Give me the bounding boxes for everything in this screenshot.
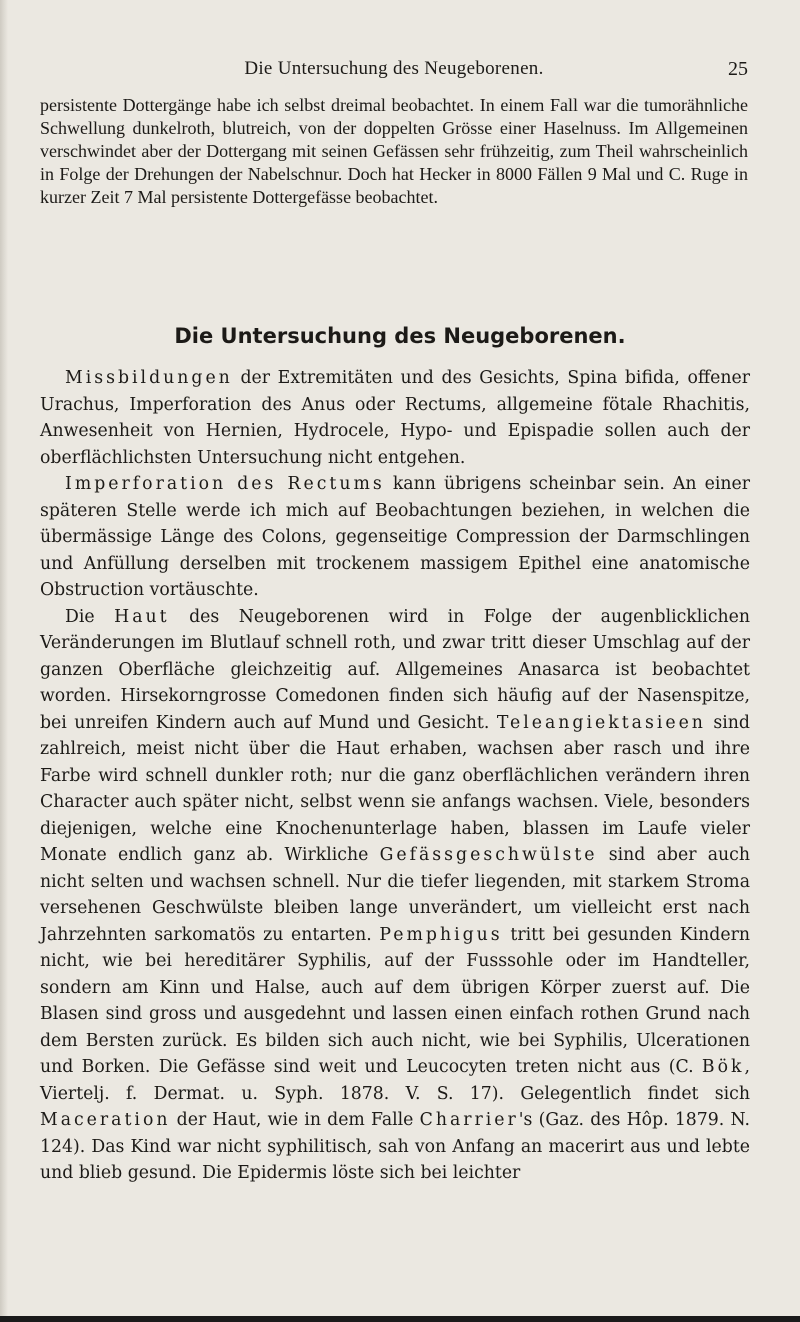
term-teleangiektasieen: Teleangiektasieen [496,712,706,733]
author-boek: Bök [701,1057,745,1077]
paragraph-text: der Haut, wie in dem Falle [170,1110,420,1130]
running-title: Die Untersuchung des Neugeborenen. [244,58,544,79]
bottom-edge [0,1316,800,1322]
paragraph-haut [40,604,750,1187]
paragraph-text: kann übrigens scheinbar sein. An einer späteren Stelle werde ich mich auf Beobachtungen beziehen, in welchen die übermässige Länge des Colons, gegenseitige Compression der Darmschlingen und Anfüllung derselben mit trockenem massigem Epithel eine anatomische Obstruction vortäuschte. [40,474,750,600]
paragraph-text: Die [65,606,115,627]
paragraph-text: tritt bei gesunden Kindern nicht, wie bei hereditärer Syphilis, auf der Fusssohle oder im Handteller, sondern am Kinn und Halse, auch auf dem übrigen Körper zuerst auf. Die Blasen sind gross und ausgedehnt und lassen einen einfach rothen Grund nach dem Bersten zurück. Es bilden sich auch nicht, wie bei Syphilis, Ulcerationen und Borken. Die Gefässe sind weit und Leucocyten treten nicht aus (C. [40,924,750,1077]
term-maceration: Maceration [40,1110,171,1130]
paragraph-text: sind aber auch nicht selten und wachsen schnell. Nur die tiefer liegenden, mit starkem Stroma versehenen Geschwülste bleiben lange unverändert, um vielleicht erst nach Jahrzehnten sarkomatös zu entarten. [40,845,750,945]
paragraph-imperforation [40,471,750,604]
preface-paragraph: persistente Dottergänge habe ich selbst dreimal beobachtet. In einem Fall war die tumorähnliche Schwellung dunkelroth, blutreich, von der doppelten Grösse einer Haselnuss. Im Allgemeinen verschwindet aber der Dottergang mit seinen Gefässen sehr frühzeitig, zum Theil wahrscheinlich in Folge der Drehungen der Nabelschnur. Doch hat Hecker in 8000 Fällen 9 Mal und C. Ruge in kurzer Zeit 7 Mal persistente Dottergefässe beobachtet. [40,95,748,207]
page-number: 25 [728,58,748,80]
section-body [40,365,750,1187]
term-pemphigus: Pemphigus [379,924,503,945]
paragraph-missbildungen [40,365,750,471]
term-missbildungen: Missbildungen [65,368,233,388]
paragraph-text: des Neugeborenen wird in Folge der augenblicklichen Veränderungen im Blutlauf schnell roth, und zwar tritt dieser Umschlag auf der ganzen Oberfläche gleichzeitig auf. Allgemeines Anasarca ist beobachtet worden. Hirsekorngrosse Comedonen finden sich häufig auf der Nasenspitze, bei unreifen Kindern auch auf Mund und Gesicht. [40,606,750,733]
running-head [40,58,748,84]
term-haut: Haut [114,606,170,627]
section-heading: Die Untersuchung des Neugeborenen. [174,324,626,348]
term-gefaessgeschwuelste: Gefässgeschwülste [379,845,598,865]
paragraph-text: 's (Gaz. des Hôp. 1879. N. 124). Das Kind war nicht syphilitisch, sah von Anfang an macerirt aus und lebte und blieb gesund. Die Epidermis löste sich bei leichter [40,1110,750,1183]
paragraph-text: der Extremitäten und des Gesichts, Spina bifida, offener Urachus, Imperforation des Anus oder Rectums, allgemeine fötale Rhachitis, Anwesenheit von Hernien, Hydrocele, Hypo- und Epispadie sollen auch der oberflächlichsten Untersuchung nicht entgehen. [40,368,750,468]
term-imperforation: Imperforation des Rectums [65,474,385,494]
paragraph-text: , Viertelj. f. Dermat. u. Syph. 1878. V. S. 17). Gelegentlich findet sich [40,1057,750,1104]
page-edge-shadow [0,0,8,1322]
paragraph-text: sind zahlreich, meist nicht über die Haut erhaben, wachsen aber rasch und ihre Farbe wird schnell dunkler roth; nur die ganz oberflächlichen verändern ihren Character auch später nicht, selbst wenn sie anfangs wachsen. Viele, besonders diejenigen, welche eine Knochenunterlage haben, blassen im Laufe vieler Monate endlich ganz ab. Wirkliche [40,712,750,865]
author-charrier: Charrier [419,1110,519,1130]
